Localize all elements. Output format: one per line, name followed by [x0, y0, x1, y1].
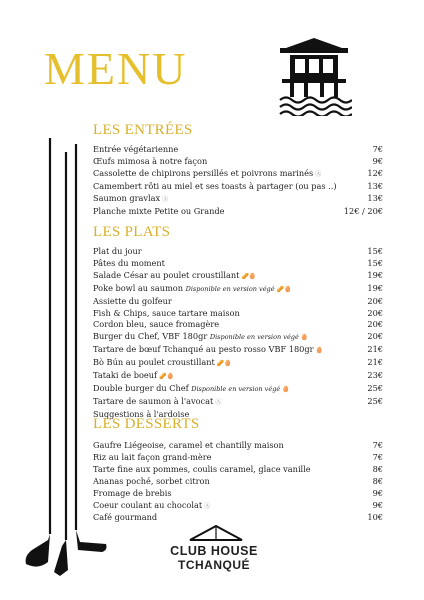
list-item: Poke bowl au saumon Disponible en version végé 🥜🥚 19€ — [93, 283, 383, 296]
list-item: Cordon bleu, sauce fromagère 20€ — [93, 319, 383, 330]
allergen-icon: 🥚 — [300, 334, 309, 342]
list-item: Salade César au poulet croustillant 🥜🥚 19€ — [93, 270, 383, 283]
logo-club-house: CLUB HOUSE — [170, 544, 258, 558]
list-item: Suggestions à l'ardoise — [93, 408, 190, 419]
list-item: Planche mixte Petite ou Grande 12€ / 20€ — [93, 205, 383, 216]
allergen-icon: 🥜🥚 — [159, 373, 175, 381]
list-item: Camembert rôti au miel et ses toasts à partager (ou pas ..) 13€ — [93, 180, 383, 191]
allergen-icon: Ⓐ — [315, 170, 322, 178]
list-item: Riz au lait façon grand-mère 7€ — [93, 451, 383, 462]
allergen-icon: Ⓐ — [162, 195, 169, 203]
list-item: Burger du Chef, VBF 180gr Disponible en version végé 🥚 20€ — [93, 331, 383, 344]
list-item: Pâtes du moment 15€ — [93, 257, 383, 268]
club-house-roof-icon — [188, 524, 244, 542]
allergen-icon: Ⓐ — [215, 398, 222, 406]
allergen-icon: 🥜🥚 — [241, 272, 257, 280]
list-item: Fromage de brebis 9€ — [93, 487, 383, 498]
allergen-icon: 🥚 — [282, 385, 290, 393]
house-on-stilts-icon — [276, 36, 352, 116]
plats-list — [93, 246, 383, 421]
entrees-list — [93, 144, 383, 217]
list-item: Tartare de bœuf Tchanqué au pesto rosso VBF 180gr 🥚 21€ — [93, 344, 383, 357]
list-item: Double burger du Chef Disponible en version végé 🥚 25€ — [93, 383, 383, 396]
list-item: Assiette du golfeur 20€ — [93, 295, 383, 306]
desserts-list — [93, 440, 383, 524]
section-title-plats: LES PLATS — [93, 224, 171, 240]
list-item: Gaufre Liégeoise, caramel et chantilly maison 7€ — [93, 440, 383, 450]
section-title-desserts: LES DESSERTS — [93, 416, 200, 432]
page-title: MENU — [44, 43, 188, 94]
allergen-icon: Ⓐ — [204, 502, 211, 510]
list-item: Tataki de boeuf 🥜🥚 23€ — [93, 370, 383, 383]
list-item: Coeur coulant au chocolat Ⓐ 9€ — [93, 500, 383, 513]
list-item: Bò Bún au poulet croustillant 🥜🥚 21€ — [93, 357, 383, 370]
list-item: Œufs mimosa à notre façon 9€ — [93, 155, 383, 166]
list-item: Cassolette de chipirons persillés et poivrons marinés Ⓐ 12€ — [93, 168, 383, 181]
allergen-icon: 🥚 — [315, 347, 324, 355]
list-item: Ananas poché, sorbet citron 8€ — [93, 475, 383, 486]
list-item: Fish & Chips, sauce tartare maison 20€ — [93, 307, 383, 318]
logo-tchanque: TCHANQUÉ — [178, 558, 250, 572]
list-item: Saumon gravlax Ⓐ 13€ — [93, 193, 383, 206]
section-title-entrees: LES ENTRÉES — [93, 122, 193, 138]
allergen-icon: 🥜🥚 — [276, 285, 292, 293]
list-item: Tartare de saumon à l'avocat Ⓐ 25€ — [93, 396, 383, 409]
allergen-icon: 🥜🥚 — [216, 360, 232, 368]
list-item: Café gourmand 10€ — [93, 512, 383, 523]
list-item: Plat du jour 15€ — [93, 246, 383, 256]
list-item: Tarte fine aux pommes, coulis caramel, glace vanille 8€ — [93, 463, 383, 474]
list-item: Entrée végétarienne 7€ — [93, 144, 383, 154]
